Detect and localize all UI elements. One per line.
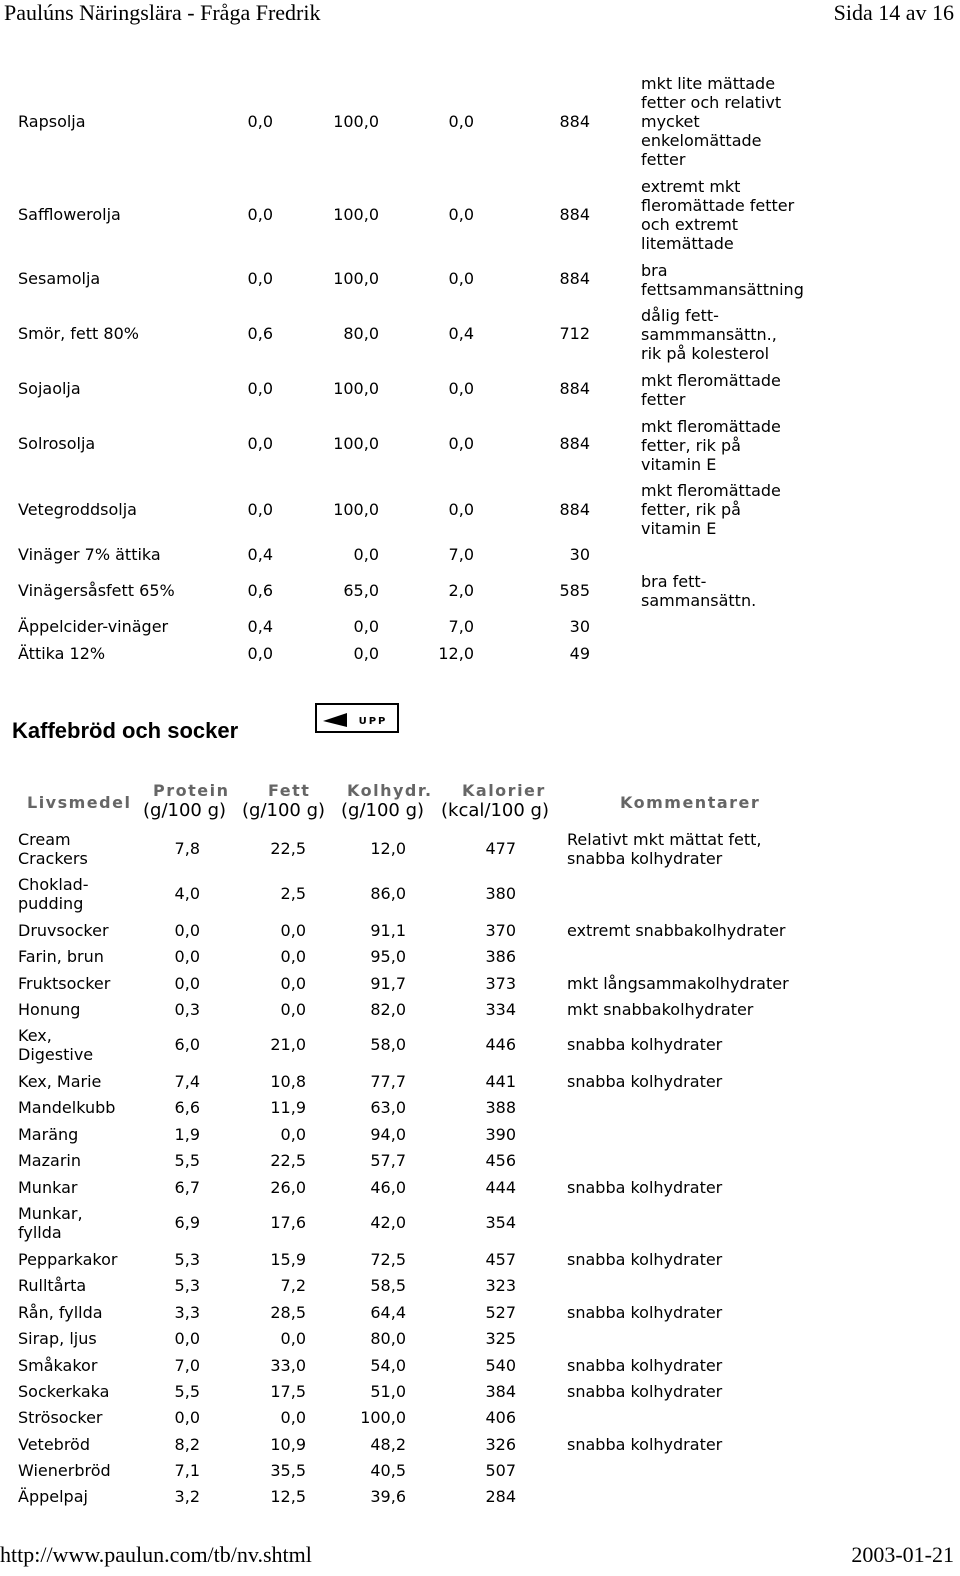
fat-value: 33,0 [270,1356,306,1375]
food-name: Munkar [18,1178,78,1197]
calorie-value: 441 [485,1072,516,1091]
food-name: Sojaolja [18,379,81,398]
carb-value: 57,7 [370,1151,406,1170]
carb-value: 95,0 [370,947,406,966]
col-livsmedel: Livsmedel [27,793,132,812]
food-name: Cream Crackers [18,830,88,868]
fat-value: 0,0 [353,644,379,663]
carb-value: 94,0 [370,1125,406,1144]
fat-value: 100,0 [333,434,379,453]
calorie-value: 406 [485,1408,516,1427]
comment-text: dålig fett- sammmansättn., rik på kolesterol [641,306,777,363]
col-kommentarer: Kommentarer [620,793,761,812]
calorie-value: 884 [559,112,590,131]
protein-value: 6,6 [174,1098,200,1117]
fat-value: 65,0 [343,581,379,600]
food-name: Äppelpaj [18,1487,88,1506]
protein-value: 6,7 [174,1178,200,1197]
calorie-value: 884 [559,379,590,398]
carb-value: 77,7 [370,1072,406,1091]
calorie-value: 884 [559,269,590,288]
calorie-value: 527 [485,1303,516,1322]
col-kalorier: Kalorier [462,781,546,800]
carb-value: 51,0 [370,1382,406,1401]
food-name: Rån, fyllda [18,1303,103,1322]
carb-value: 91,1 [370,921,406,940]
food-name: Strösocker [18,1408,103,1427]
carb-value: 58,5 [370,1276,406,1295]
protein-value: 5,5 [174,1151,200,1170]
page-number: Sida 14 av 16 [833,0,954,25]
food-name: Sesamolja [18,269,101,288]
protein-value: 0,3 [174,1000,200,1019]
calorie-value: 373 [485,974,516,993]
calorie-value: 30 [569,545,590,564]
fat-value: 7,2 [280,1276,306,1295]
calorie-value: 384 [485,1382,516,1401]
carb-value: 39,6 [370,1487,406,1506]
calorie-value: 354 [485,1213,516,1232]
protein-value: 0,0 [247,205,273,224]
carb-value: 12,0 [370,839,406,858]
food-name: Rulltårta [18,1276,87,1295]
food-name: Småkakor [18,1356,98,1375]
protein-value: 0,4 [247,617,273,636]
carb-value: 7,0 [448,617,474,636]
carb-value: 86,0 [370,884,406,903]
calorie-value: 386 [485,947,516,966]
protein-value: 6,0 [174,1035,200,1054]
fat-value: 100,0 [333,112,379,131]
calorie-value: 884 [559,434,590,453]
calorie-value: 477 [485,839,516,858]
unit-fett: (g/100 g) [242,800,326,821]
comment-text: mkt långsammakolhydrater [567,974,789,993]
food-name: Kex, Digestive [18,1026,94,1064]
calorie-value: 334 [485,1000,516,1019]
protein-value: 0,0 [247,500,273,519]
carb-value: 91,7 [370,974,406,993]
fat-value: 2,5 [280,884,306,903]
unit-kalorier: (kcal/100 g) [441,800,549,821]
carb-value: 0,4 [448,324,474,343]
fat-value: 28,5 [270,1303,306,1322]
protein-value: 5,5 [174,1382,200,1401]
protein-value: 3,2 [174,1487,200,1506]
calorie-value: 380 [485,884,516,903]
calorie-value: 446 [485,1035,516,1054]
fat-value: 15,9 [270,1250,306,1269]
food-name: Sockerkaka [18,1382,110,1401]
calorie-value: 884 [559,500,590,519]
fat-value: 0,0 [353,617,379,636]
food-name: Smör, fett 80% [18,324,139,343]
upp-label: UPP [358,716,388,727]
comment-text: snabba kolhydrater [567,1178,723,1197]
food-name: Maräng [18,1125,79,1144]
protein-value: 6,9 [174,1213,200,1232]
section-title: Kaffebröd och socker [12,718,239,743]
fat-value: 26,0 [270,1178,306,1197]
protein-value: 0,0 [247,379,273,398]
protein-value: 0,0 [174,974,200,993]
page-footer-url: http://www.paulun.com/tb/nv.shtml [0,1542,312,1567]
comment-text: snabba kolhydrater [567,1250,723,1269]
comment-text: snabba kolhydrater [567,1035,723,1054]
food-name: Mandelkubb [18,1098,116,1117]
carb-value: 100,0 [360,1408,406,1427]
carb-value: 0,0 [448,379,474,398]
calorie-value: 457 [485,1250,516,1269]
fat-value: 10,9 [270,1435,306,1454]
protein-value: 0,0 [174,947,200,966]
fat-value: 0,0 [280,974,306,993]
carb-value: 0,0 [448,269,474,288]
food-name: Safflowerolja [18,205,121,224]
carb-value: 2,0 [448,581,474,600]
calorie-value: 884 [559,205,590,224]
comment-text: mkt fleromättade fetter [641,371,781,409]
carb-value: 72,5 [370,1250,406,1269]
protein-value: 0,0 [247,434,273,453]
comment-text: mkt fleromättade fetter, rik på vitamin E [641,417,781,474]
calorie-value: 540 [485,1356,516,1375]
col-protein: Protein [153,781,230,800]
food-name: Vetegroddsolja [18,500,137,519]
food-name: Choklad- pudding [18,875,89,913]
food-name: Munkar, fyllda [18,1204,83,1242]
fat-value: 0,0 [280,1125,306,1144]
comment-text: extremt mkt fleromättade fetter och extremt litemättade [641,177,795,253]
comment-text: mkt fleromättade fetter, rik på vitamin E [641,481,781,538]
protein-value: 1,9 [174,1125,200,1144]
carb-value: 46,0 [370,1178,406,1197]
fat-value: 0,0 [280,1329,306,1348]
calorie-value: 712 [559,324,590,343]
comment-text: Relativt mkt mättat fett, snabba kolhydrater [567,830,762,868]
calorie-value: 325 [485,1329,516,1348]
food-name: Vetebröd [18,1435,90,1454]
page-footer-date: 2003-01-21 [851,1542,954,1567]
protein-value: 7,0 [174,1356,200,1375]
food-name: Wienerbröd [18,1461,111,1480]
fat-value: 21,0 [270,1035,306,1054]
comment-text: bra fettsammansättning [641,261,804,299]
food-name: Fruktsocker [18,974,111,993]
protein-value: 3,3 [174,1303,200,1322]
protein-value: 0,0 [247,112,273,131]
food-name: Pepparkakor [18,1250,118,1269]
food-name: Mazarin [18,1151,81,1170]
fat-value: 0,0 [353,545,379,564]
calorie-value: 390 [485,1125,516,1144]
fat-value: 80,0 [343,324,379,343]
fat-value: 0,0 [280,921,306,940]
carb-value: 82,0 [370,1000,406,1019]
fat-value: 22,5 [270,839,306,858]
calorie-value: 326 [485,1435,516,1454]
calorie-value: 49 [569,644,590,663]
fat-value: 10,8 [270,1072,306,1091]
fat-value: 22,5 [270,1151,306,1170]
comment-text: extremt snabbakolhydrater [567,921,786,940]
fat-value: 17,5 [270,1382,306,1401]
carb-value: 0,0 [448,434,474,453]
protein-value: 4,0 [174,884,200,903]
unit-protein: (g/100 g) [143,800,227,821]
carb-value: 40,5 [370,1461,406,1480]
protein-value: 7,8 [174,839,200,858]
food-name: Druvsocker [18,921,109,940]
comment-text: mkt lite mättade fetter och relativt mycket enkelomättade fetter [641,74,782,169]
protein-value: 0,0 [174,1329,200,1348]
food-name: Rapsolja [18,112,86,131]
protein-value: 0,6 [247,581,273,600]
carb-value: 0,0 [448,205,474,224]
comment-text: bra fett- sammansättn. [641,572,757,610]
carb-value: 12,0 [438,644,474,663]
food-name: Ättika 12% [18,644,106,663]
comment-text: snabba kolhydrater [567,1382,723,1401]
carb-value: 48,2 [370,1435,406,1454]
carb-value: 58,0 [370,1035,406,1054]
protein-value: 5,3 [174,1250,200,1269]
calorie-value: 585 [559,581,590,600]
food-name: Kex, Marie [18,1072,102,1091]
carb-value: 80,0 [370,1329,406,1348]
protein-value: 8,2 [174,1435,200,1454]
fat-value: 12,5 [270,1487,306,1506]
page-header-title: Paulúns Näringslära - Fråga Fredrik [4,0,321,25]
comment-text: mkt snabbakolhydrater [567,1000,754,1019]
fat-value: 100,0 [333,379,379,398]
up-arrow-icon [319,707,397,731]
protein-value: 0,0 [174,1408,200,1427]
food-name: Vinäger 7% ättika [18,545,161,564]
comment-text: snabba kolhydrater [567,1303,723,1322]
fat-value: 100,0 [333,205,379,224]
unit-kolhydr: (g/100 g) [341,800,425,821]
fat-value: 35,5 [270,1461,306,1480]
food-name: Solrosolja [18,434,96,453]
upp-button[interactable] [315,703,399,733]
protein-value: 7,1 [174,1461,200,1480]
carb-value: 42,0 [370,1213,406,1232]
comment-text: snabba kolhydrater [567,1072,723,1091]
calorie-value: 323 [485,1276,516,1295]
fat-value: 0,0 [280,1408,306,1427]
protein-value: 0,6 [247,324,273,343]
fat-value: 100,0 [333,500,379,519]
protein-value: 0,0 [174,921,200,940]
carb-value: 54,0 [370,1356,406,1375]
calorie-value: 456 [485,1151,516,1170]
carb-value: 0,0 [448,500,474,519]
food-name: Farin, brun [18,947,104,966]
carb-value: 64,4 [370,1303,406,1322]
carb-value: 63,0 [370,1098,406,1117]
protein-value: 0,0 [247,644,273,663]
carb-value: 0,0 [448,112,474,131]
protein-value: 7,4 [174,1072,200,1091]
calorie-value: 30 [569,617,590,636]
protein-value: 5,3 [174,1276,200,1295]
protein-value: 0,0 [247,269,273,288]
food-name: Sirap, ljus [18,1329,97,1348]
fat-value: 100,0 [333,269,379,288]
calorie-value: 388 [485,1098,516,1117]
fat-value: 11,9 [270,1098,306,1117]
calorie-value: 284 [485,1487,516,1506]
col-kolhydr: Kolhydr. [347,781,433,800]
carb-value: 7,0 [448,545,474,564]
comment-text: snabba kolhydrater [567,1356,723,1375]
food-name: Honung [18,1000,81,1019]
food-name: Äppelcider-vinäger [18,617,169,636]
calorie-value: 370 [485,921,516,940]
comment-text: snabba kolhydrater [567,1435,723,1454]
protein-value: 0,4 [247,545,273,564]
calorie-value: 507 [485,1461,516,1480]
col-fett: Fett [268,781,311,800]
food-name: Vinägersåsfett 65% [18,581,175,600]
fat-value: 17,6 [270,1213,306,1232]
fat-value: 0,0 [280,1000,306,1019]
calorie-value: 444 [485,1178,516,1197]
fat-value: 0,0 [280,947,306,966]
